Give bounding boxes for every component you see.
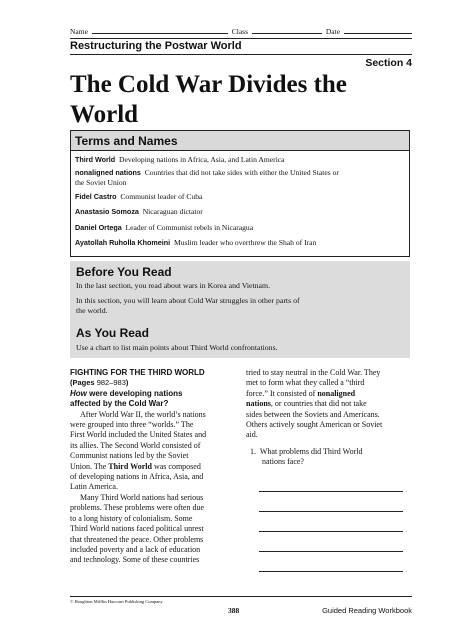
body-line: sides between the Soviets and Americans. xyxy=(246,409,380,419)
body-line: that threatened the peace. Other problems xyxy=(70,534,204,544)
as-you-read-heading: As You Read xyxy=(76,326,149,340)
term-def: Muslim leader who overthrew the Shah of Iran xyxy=(173,238,317,247)
term-name: Ayatollah Ruholla Khomeini xyxy=(75,238,171,247)
body-line: included poverty and a lack of education xyxy=(70,544,201,554)
question-number: 1. xyxy=(250,446,256,456)
term-def: Countries that did not take sides with either the United States or xyxy=(144,168,339,177)
date-label: Date xyxy=(325,27,341,36)
name-label: Name xyxy=(70,27,88,36)
term-def: Developing nations in Africa, Asia, and Latin America xyxy=(119,155,285,164)
term-item xyxy=(75,168,405,188)
body-line: Union. The Third World was composed xyxy=(70,461,201,471)
answer-line[interactable] xyxy=(259,490,403,492)
right-column xyxy=(246,368,412,468)
body-line: to a long history of colonialism. Some xyxy=(70,513,193,523)
answer-line[interactable] xyxy=(259,510,403,512)
term-name: Anastasio Somoza xyxy=(75,207,139,216)
term-def-cont: the Soviet Union xyxy=(75,178,127,187)
review-question xyxy=(246,447,412,457)
before-you-read-text: In the last section, you read about wars in Korea and Vietnam. xyxy=(76,281,271,290)
page-reference: (Pages 982–983) xyxy=(70,378,129,388)
footer-rule xyxy=(70,596,412,597)
left-column xyxy=(70,368,236,566)
term-item xyxy=(75,155,405,165)
terms-box xyxy=(70,130,410,257)
section-heading: FIGHTING FOR THE THIRD WORLD xyxy=(70,368,205,377)
before-you-read-text: In this section, you will learn about Cold War struggles in other parts of the world. xyxy=(76,296,300,315)
chapter-rule xyxy=(70,54,412,55)
term-item xyxy=(75,238,405,248)
body-line: force.” It consisted of nonaligned xyxy=(246,388,356,398)
answer-line[interactable] xyxy=(259,530,403,532)
body-line: Others actively sought American or Soviet xyxy=(246,420,383,430)
body-line: Communist nations led by the Soviet xyxy=(70,451,189,461)
focus-question-cont: affected by the Cold War? xyxy=(70,399,169,409)
key-term: Third World xyxy=(108,461,152,471)
answer-line[interactable] xyxy=(259,550,403,552)
as-you-read-text: Use a chart to list main points about Third World confrontations. xyxy=(76,343,278,352)
term-name: Third World xyxy=(75,155,116,164)
key-term: nonaligned xyxy=(317,388,356,398)
body-line: tried to stay neutral in the Cold War. They xyxy=(246,368,381,377)
question-text: What problems did Third World xyxy=(259,446,363,456)
body-line: and technology. Some of these countries xyxy=(70,555,200,565)
answer-line[interactable] xyxy=(259,570,403,572)
before-you-read-heading: Before You Read xyxy=(76,265,172,279)
page-number: 388 xyxy=(228,606,240,615)
focus-question: How were developing nations xyxy=(70,388,183,398)
header-fields xyxy=(70,26,412,36)
body-line: of developing nations in Africa, Asia, and xyxy=(70,472,204,482)
body-line: Third World nations faced political unrest xyxy=(70,524,204,534)
terms-header xyxy=(71,131,409,151)
body-line: Many Third World nations had serious xyxy=(80,492,204,502)
body-line: aid. xyxy=(246,430,258,440)
review-question-cont: nations face? xyxy=(262,457,304,467)
term-item xyxy=(75,223,405,233)
reading-intro-panel xyxy=(70,261,410,358)
date-field-line[interactable] xyxy=(344,26,412,34)
page-title xyxy=(70,70,400,130)
body-line: met to form what they called a “third xyxy=(246,378,365,388)
key-term: nations xyxy=(246,399,271,409)
term-item xyxy=(75,192,405,202)
copyright: © Houghton Mifflin Harcourt Publishing Company xyxy=(70,599,163,604)
section-label: Section 4 xyxy=(365,57,412,69)
name-field-line[interactable] xyxy=(92,26,228,34)
header-rule xyxy=(70,38,412,39)
body-line: were grouped into three “worlds.” The xyxy=(70,420,194,430)
term-def: Nicaraguan dictator xyxy=(142,207,203,216)
body-line: problems. These problems were often due xyxy=(70,503,205,513)
term-name: Daniel Ortega xyxy=(75,223,122,232)
chapter-title: Restructuring the Postwar World xyxy=(70,40,242,52)
terms-heading: Terms and Names xyxy=(75,134,178,148)
term-def: Leader of Communist rebels in Nicaragua xyxy=(125,223,254,232)
title-line-1: The Cold War Divides the xyxy=(70,71,347,98)
body-line: Latin America. xyxy=(70,482,118,492)
body-line: nations, or countries that did not take xyxy=(246,399,367,409)
term-def: Communist leader of Cuba xyxy=(120,192,203,201)
book-title: Guided Reading Workbook xyxy=(322,606,412,615)
term-item xyxy=(75,207,405,217)
term-name: nonaligned nations xyxy=(75,168,141,177)
body-line: After World War II, the world’s nations xyxy=(80,409,206,419)
body-line: its allies. The Second World consisted of xyxy=(70,440,201,450)
class-label: Class xyxy=(231,27,249,36)
body-line: First World included the United States and xyxy=(70,430,207,440)
title-line-2: World xyxy=(70,101,139,128)
term-name: Fidel Castro xyxy=(75,192,117,201)
class-field-line[interactable] xyxy=(252,26,322,34)
